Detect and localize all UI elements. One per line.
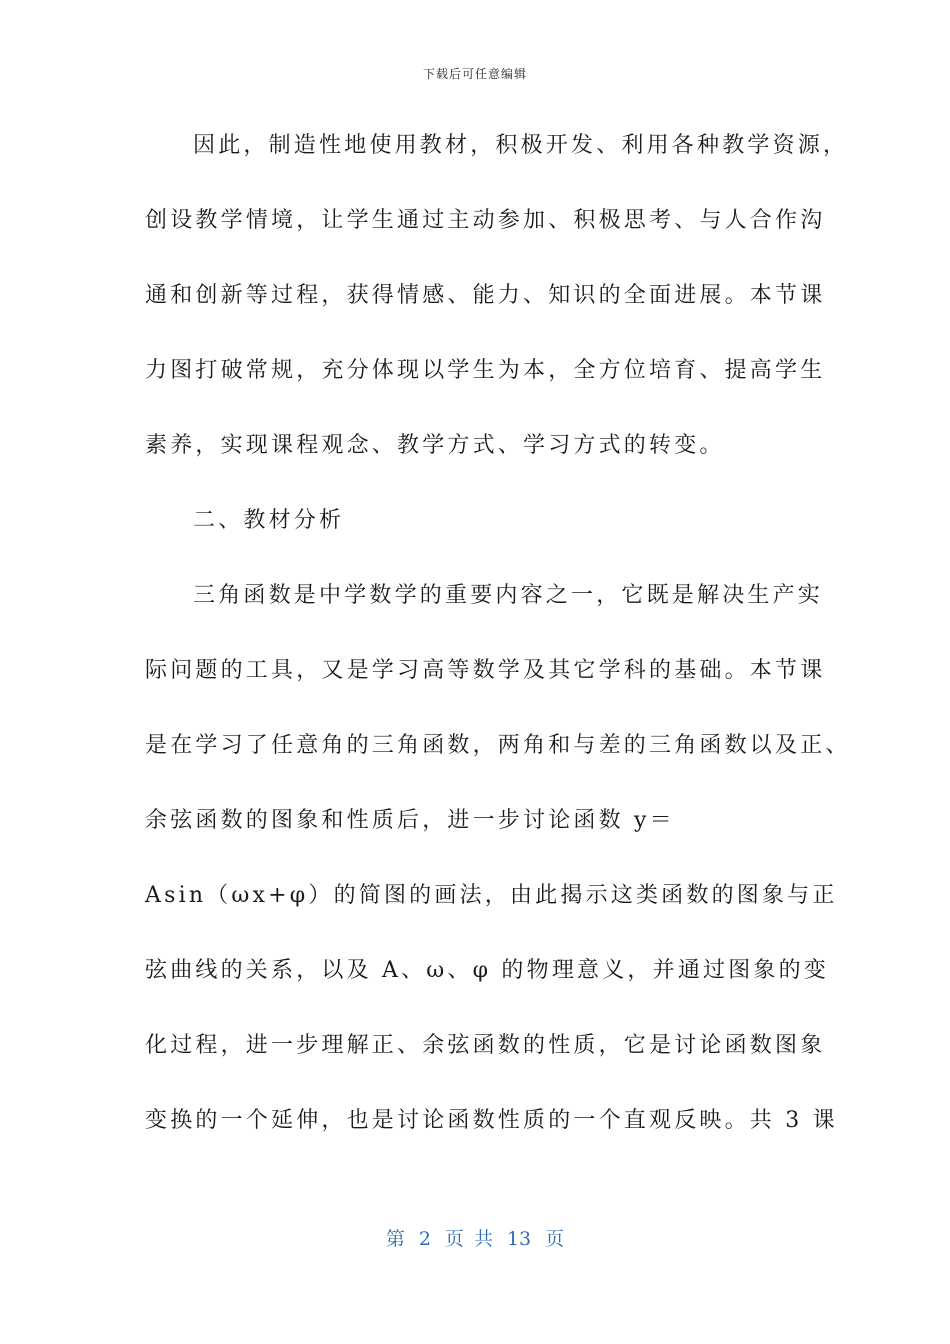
paragraph-line: 是在学习了任意角的三角函数，两角和与差的三角函数以及正、 xyxy=(145,733,851,758)
paragraph-line: 三角函数是中学数学的重要内容之一，它既是解决生产实 xyxy=(193,583,824,608)
section-heading: 二、教材分析 xyxy=(193,508,345,533)
document-body xyxy=(145,124,851,1174)
page-header-note: 下载后可任意编辑 xyxy=(422,67,527,81)
page-number-footer xyxy=(0,1226,950,1252)
current-page-number: 2 xyxy=(418,1228,431,1250)
paragraph-line: 力图打破常规，充分体现以学生为本，全方位培育、提高学生 xyxy=(145,358,826,383)
paragraph-line: 变换的一个延伸，也是讨论函数性质的一个直观反映。共 3 课 xyxy=(145,1108,838,1133)
footer-suffix: 页 xyxy=(545,1228,565,1250)
paragraph-line: 化过程，进一步理解正、余弦函数的性质，它是讨论函数图象 xyxy=(145,1033,826,1058)
paragraph-line: 际问题的工具，又是学习高等数学及其它学科的基础。本节课 xyxy=(145,658,826,683)
paragraph-line: 通和创新等过程，获得情感、能力、知识的全面进展。本节课 xyxy=(145,283,826,308)
total-page-count: 13 xyxy=(506,1228,532,1250)
paragraph-line: Asin（ωx+φ）的简图的画法，由此揭示这类函数的图象与正 xyxy=(145,883,838,908)
footer-prefix: 第 xyxy=(385,1228,405,1250)
paragraph-line: 素养，实现课程观念、教学方式、学习方式的转变。 xyxy=(145,433,725,458)
paragraph-line: 弦曲线的关系，以及 A、ω、φ 的物理意义，并通过图象的变 xyxy=(145,958,830,983)
paragraph-line: 创设教学情境，让学生通过主动参加、积极思考、与人合作沟 xyxy=(145,208,826,233)
footer-middle: 页 共 xyxy=(444,1228,493,1250)
paragraph-line: 余弦函数的图象和性质后，进一步讨论函数 y＝ xyxy=(145,808,675,833)
paragraph-line: 因此，制造性地使用教材，积极开发、利用各种教学资源， xyxy=(193,133,849,158)
